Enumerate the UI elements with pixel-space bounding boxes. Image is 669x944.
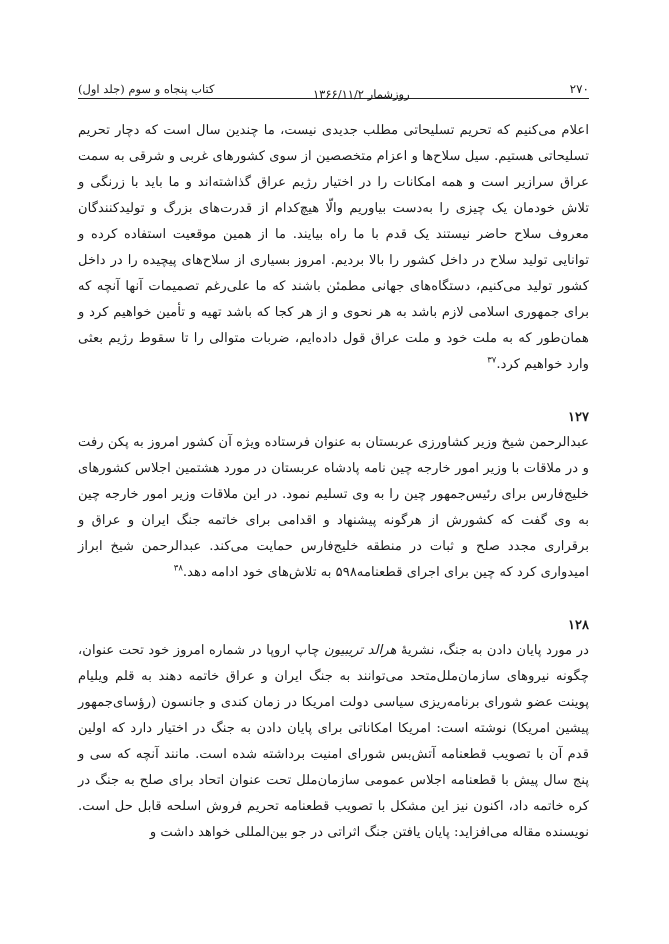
footnote-marker: ۳۷ [487, 355, 497, 366]
entry-number-128: ۱۲۸ [568, 618, 589, 633]
page-body [78, 118, 589, 846]
entry-127-text: عبدالرحمن شیخ وزیر کشاورزی عربستان به عنوان فرستاده ویژه آن کشور امروز به پکن رفت و در ملاقات با وزیر امور خارجه چین نامه پادشاه عربستان در مورد هشتمین اجلاس کشورهای خلیج‌فارس برای رئیس‌جمهور چین را به وی تسلیم نمود. در این ملاقات وزیر امور خارجه چین به وی گفت که کشورش از هرگونه پیشنهاد و اقدامی برای خاتمه جنگ ایران و عراق و برقراری مجدد صلح و ثبات در منطقه خلیج‌فارس حمایت می‌کند. عبدالرحمن شیخ ابراز امیدواری کرد که چین برای اجرای قطعنامه۵۹۸ به تلاش‌های خود ادامه دهد. [78, 435, 589, 580]
entry-128-text-after: چاپ اروپا در شماره امروز خود تحت عنوان، چگونه نیروهای سازمان‌ملل‌متحد می‌توانند به جنگ ایران و عراق خاتمه دهند به قلم ویلیام پوینت عضو شورای برنامه‌ریزی سیاسی دولت امریکا در زمان کندی و جانسون (رؤسای‌جمهور پیشین امریکا) نوشته است: امریکا امکاناتی برای پایان دادن به جنگ در اختیار دارد که اولین قدم آن با تصویب قطعنامه آتش‌بس شورای امنیت برداشته شده است. مانند آنچه که سی و پنج سال پیش با قطعنامه اجلاس عمومی سازمان‌ملل تحت عنوان اتحاد برای صلح به جنگ در کره خاتمه داد، اکنون نیز این مشکل با تصویب قطعنامه تحریم فروش اسلحه قابل حل است. نویسنده مقاله می‌افزاید: پایان یافتن جنگ اثراتی در جو بین‌المللی خواهد داشت و [78, 643, 589, 840]
book-title: کتاب پنجاه و سوم (جلد اول) [78, 82, 215, 96]
diary-date: روزشمار ۱۳۶۶/۱۱/۲ [312, 87, 410, 101]
header-rule [78, 98, 589, 99]
intro-paragraph [78, 118, 589, 378]
entry-127-paragraph [78, 430, 589, 586]
page-number: ۲۷۰ [569, 82, 589, 96]
intro-text: اعلام می‌کنیم که تحریم تسلیحاتی مطلب جدیدی نیست، ما چندین سال است که دچار تحریم تسلیحاتی هستیم. سیل سلاح‌ها و اعزام متخصصین از سوی کشورهای غربی و شرقی به سمت عراق سرازیر است و همه امکانات را در اختیار رژیم عراق گذاشته‌اند و ما باید با زرنگی و تلاش خودمان یک چیزی را به‌دست بیاوریم والّا هیچ‌کدام از قدرت‌های بزرگ و تولیدکنندگان معروف سلاح حاضر نیستند یک قدم با ما راه بیایند. ما از همین موقعیت استفاده کرده و توانایی تولید سلاح در داخل کشور را بالا بردیم. امروز بسیاری از سلاح‌های پیچیده را در داخل کشور تولید می‌کنیم، دستگاه‌های جهانی مطمئن باشند که ما علی‌رغم تصمیمات آنها آنچه که برای جمهوری اسلامی لازم باشد به هر نحوی و از هر کجا که باشد تهیه و تأمین خواهیم کرد و همان‌طور که به ملت خود و ملت عراق قول داده‌ایم، ضربات متوالی را تا سقوط رژیم بعثی وارد خواهیم کرد. [78, 123, 589, 372]
entry-128-text-before: در مورد پایان دادن به جنگ، نشریهٔ [396, 643, 589, 658]
footnote-marker: ۳۸ [173, 563, 183, 574]
publication-name: هرالد تریبیون [324, 643, 397, 658]
entry-number-127: ۱۲۷ [568, 410, 589, 425]
running-header [78, 72, 589, 101]
entry-128-paragraph [78, 638, 589, 846]
